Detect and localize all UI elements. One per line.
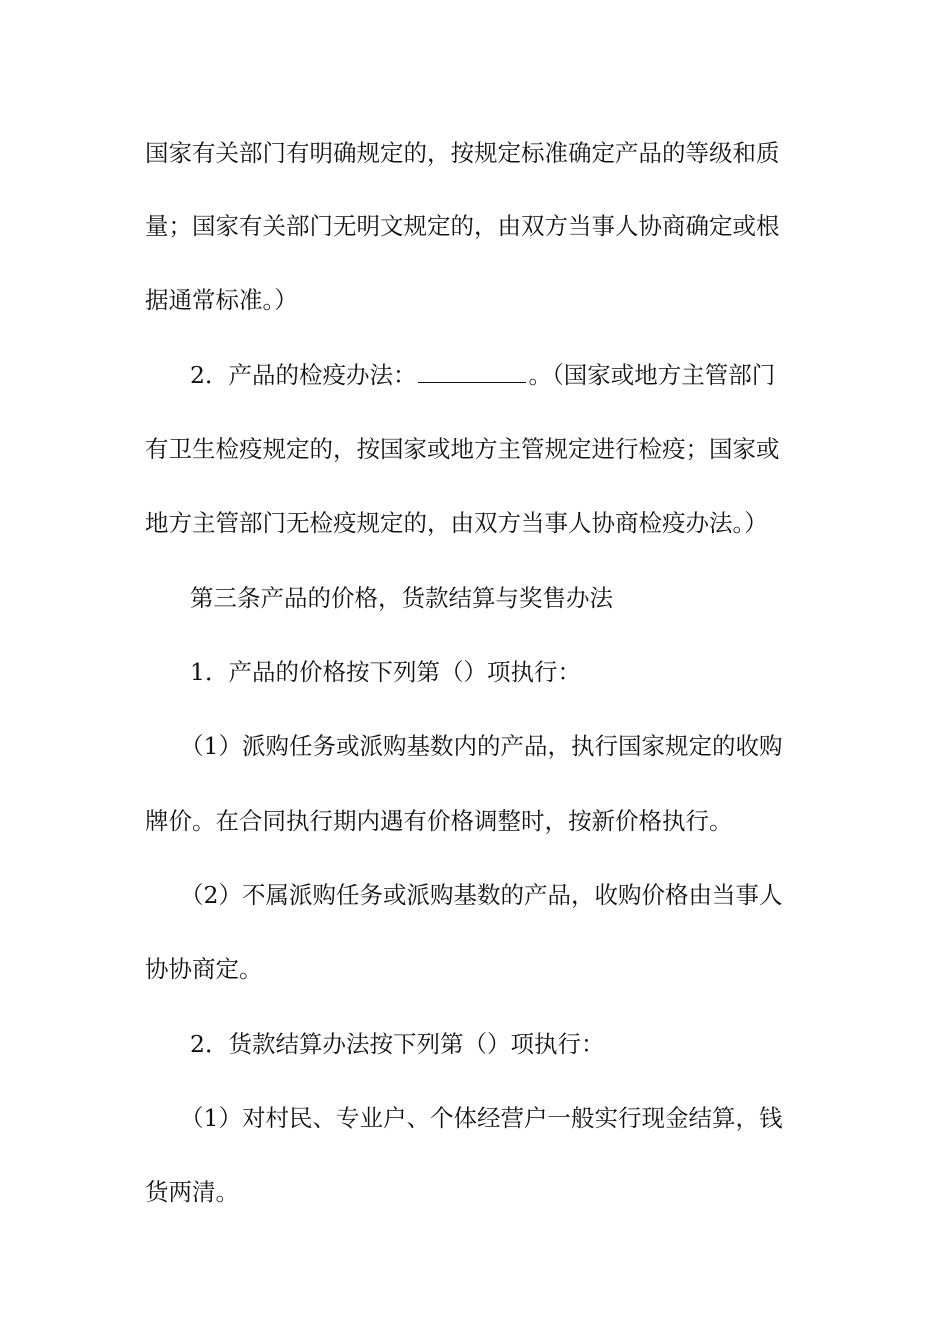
text-line: 据通常标准。）	[145, 286, 298, 314]
text-line: 量；国家有关部门无明文规定的，由双方当事人协商确定或根	[145, 212, 780, 240]
text-line: 国家有关部门有明确规定的，按规定标准确定产品的等级和质	[145, 139, 780, 167]
text-line: （1）对村民、专业户、个体经营户一般实行现金结算，钱	[180, 1104, 783, 1132]
text-line: 1．产品的价格按下列第（）项执行：	[190, 658, 581, 686]
text-line	[190, 360, 860, 390]
fill-in-blank[interactable]	[418, 360, 526, 383]
text-line: 协协商定。	[145, 955, 263, 983]
text-line: 地方主管部门无检疫规定的，由双方当事人协商检疫办法。）	[145, 509, 768, 537]
text-line: 2．货款结算办法按下列第（）项执行：	[190, 1030, 605, 1058]
text-line: 牌价。在合同执行期内遇有价格调整时，按新价格执行。	[145, 807, 733, 835]
text-segment: 2．产品的检疫办法：	[190, 361, 417, 389]
text-line: （1）派购任务或派购基数内的产品，执行国家规定的收购	[180, 732, 783, 760]
section-heading: 第三条产品的价格，货款结算与奖售办法	[190, 584, 613, 612]
text-line: （2）不属派购任务或派购基数的产品，收购价格由当事人	[180, 881, 783, 909]
text-line: 货两清。	[145, 1178, 239, 1206]
text-segment: 。（国家或地方主管部门	[528, 361, 776, 389]
text-line: 有卫生检疫规定的，按国家或地方主管规定进行检疫；国家或	[145, 435, 780, 463]
